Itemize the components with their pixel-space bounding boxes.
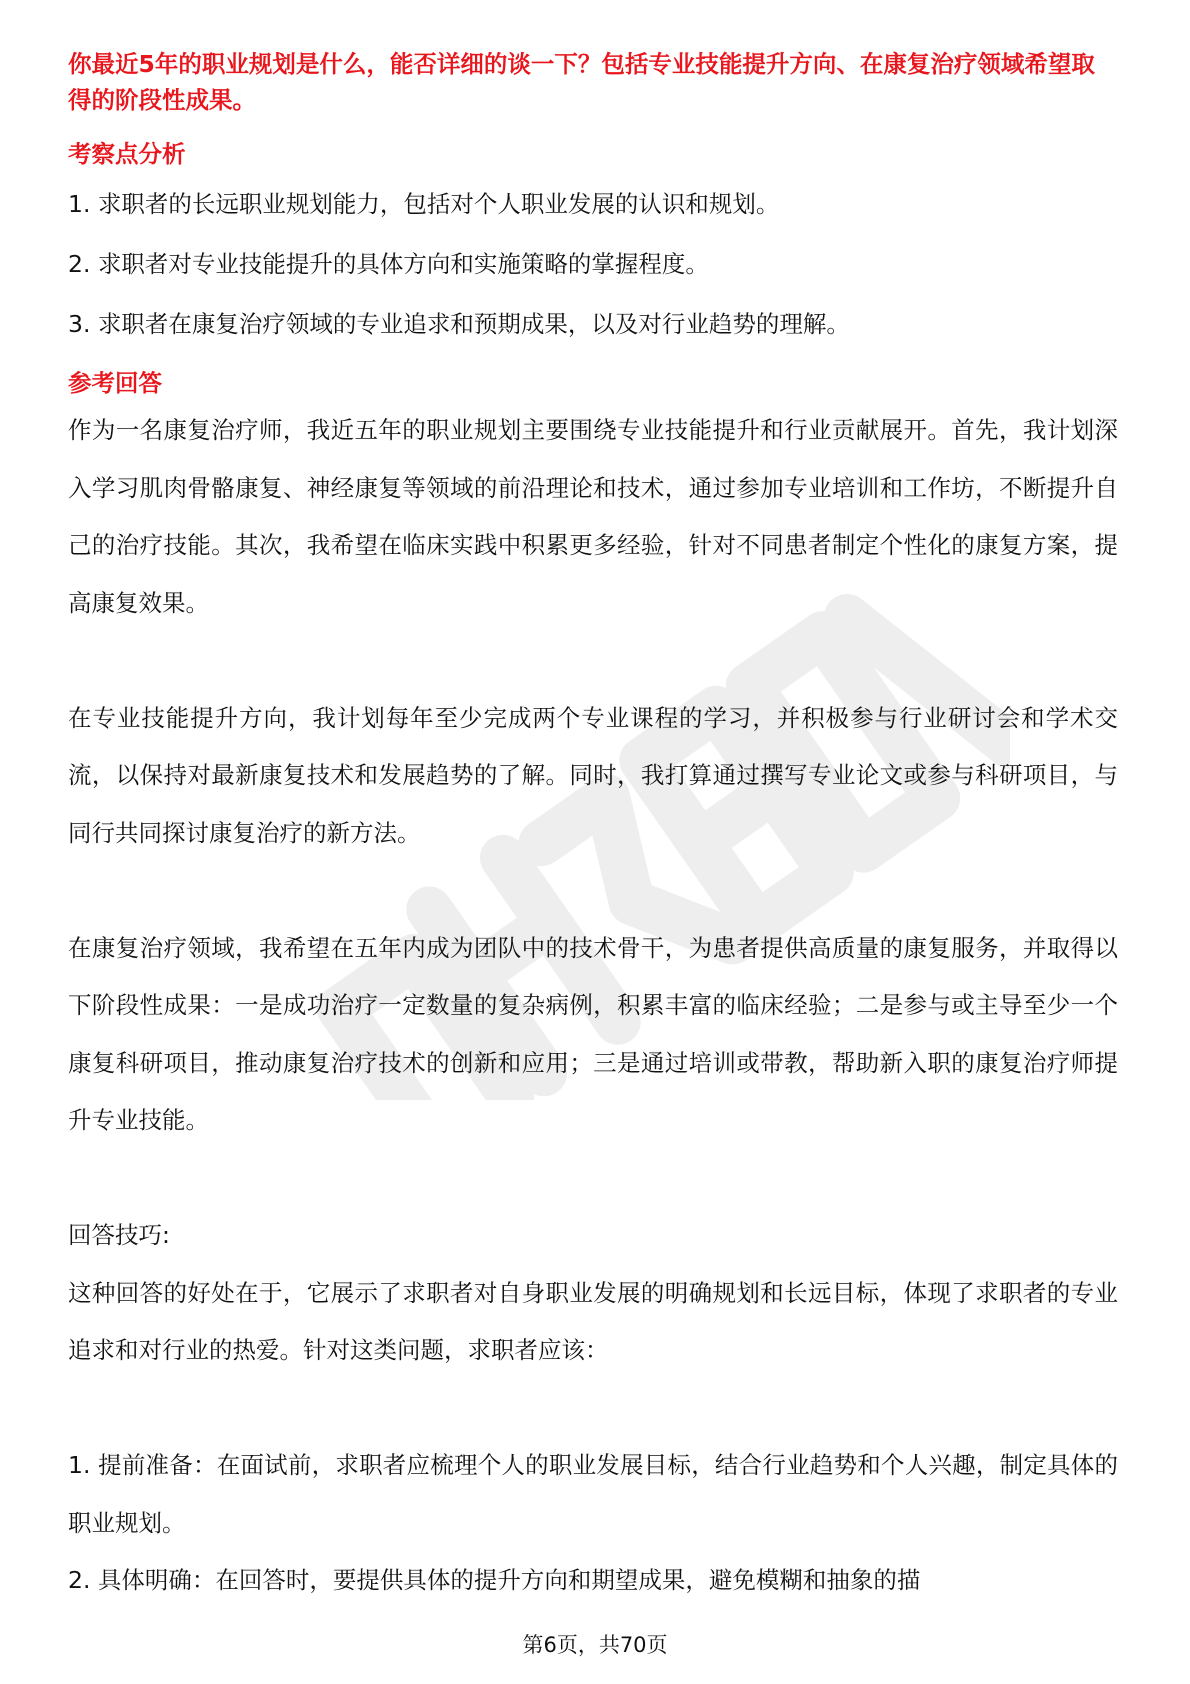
tips-intro: 这种回答的好处在于，它展示了求职者对自身职业发展的明确规划和长远目标，体现了求职者的专业追求和对行业的热爱。针对这类问题，求职者应该： — [68, 1278, 1118, 1364]
tips-item-1: 1. 提前准备：在面试前，求职者应梳理个人的职业发展目标，结合行业趋势和个人兴趣，制定具体的职业规划。 — [68, 1451, 1118, 1537]
analysis-point-1: 1. 求职者的长远职业规划能力，包括对个人职业发展的认识和规划。 — [68, 190, 780, 218]
analysis-point-3: 3. 求职者在康复治疗领域的专业追求和预期成果，以及对行业趋势的理解。 — [68, 310, 850, 338]
analysis-heading: 考察点分析 — [68, 140, 186, 168]
answer-paragraph-1: 作为一名康复治疗师，我近五年的职业规划主要围绕专业技能提升和行业贡献展开。首先，我计划深入学习肌肉骨骼康复、神经康复等领域的前沿理论和技术，通过参加专业培训和工作坊，不断提升自己的治疗技能。其次，我希望在临床实践中积累更多经验，针对不同患者制定个性化的康复方案，提高康复效果。 — [68, 416, 1118, 617]
answer-heading: 参考回答 — [68, 369, 162, 397]
analysis-point-2: 2. 求职者对专业技能提升的具体方向和实施策略的掌握程度。 — [68, 250, 709, 278]
document-page — [68, 46, 1118, 1610]
page-number: 第6页，共70页 — [522, 1633, 668, 1657]
tips-item-2: 2. 具体明确：在回答时，要提供具体的提升方向和期望成果，避免模糊和抽象的描 — [68, 1566, 921, 1594]
answer-paragraph-2: 在专业技能提升方向，我计划每年至少完成两个专业课程的学习，并积极参与行业研讨会和学术交流，以保持对最新康复技术和发展趋势的了解。同时，我打算通过撰写专业论文或参与科研项目，与同行共同探讨康复治疗的新方法。 — [68, 703, 1118, 847]
question-title: 你最近5年的职业规划是什么，能否详细的谈一下？包括专业技能提升方向、在康复治疗领域希望取得的阶段性成果。 — [68, 50, 1095, 114]
answer-paragraph-3: 在康复治疗领域，我希望在五年内成为团队中的技术骨干，为患者提供高质量的康复服务，并取得以下阶段性成果：一是成功治疗一定数量的复杂病例，积累丰富的临床经验；二是参与或主导至少一个康复科研项目，推动康复治疗技术的创新和应用；三是通过培训或带教，帮助新入职的康复治疗师提升专业技能。 — [68, 933, 1118, 1134]
tips-label: 回答技巧: — [68, 1221, 170, 1249]
